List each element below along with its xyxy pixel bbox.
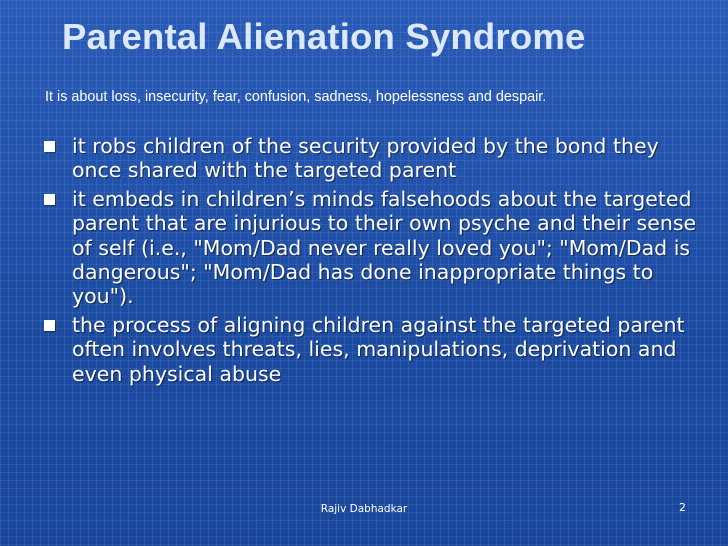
footer-author: Rajiv Dabhadkar [320, 503, 408, 515]
slide-title: Parental Alienation Syndrome [62, 16, 586, 57]
bullet-text: the process of aligning children against the targeted parent often involves threats, lies, manipulations, deprivation and even physical abuse [72, 312, 685, 386]
page-number: 2 [679, 501, 686, 514]
slide-subtitle: It is about loss, insecurity, fear, confusion, sadness, hopelessness and despair. [45, 89, 547, 105]
bullet-item [44, 134, 704, 183]
square-bullet-icon [44, 320, 55, 331]
square-bullet-icon [44, 141, 55, 152]
bullet-item [44, 187, 704, 309]
bullet-text: it robs children of the security provided by the bond they once shared with the targeted parent [72, 134, 659, 183]
square-bullet-icon [44, 194, 55, 205]
bullet-text: it embeds in children’s minds falsehoods about the targeted parent that are injurious to their own psyche and their sense of self (i.e., "Mom/Dad never really loved you"; "Mom/Dad is dangerous"; "Mom/Dad has done inappropriate things to you"). [72, 186, 697, 309]
bullet-item [44, 313, 704, 386]
bullet-list [44, 134, 704, 390]
